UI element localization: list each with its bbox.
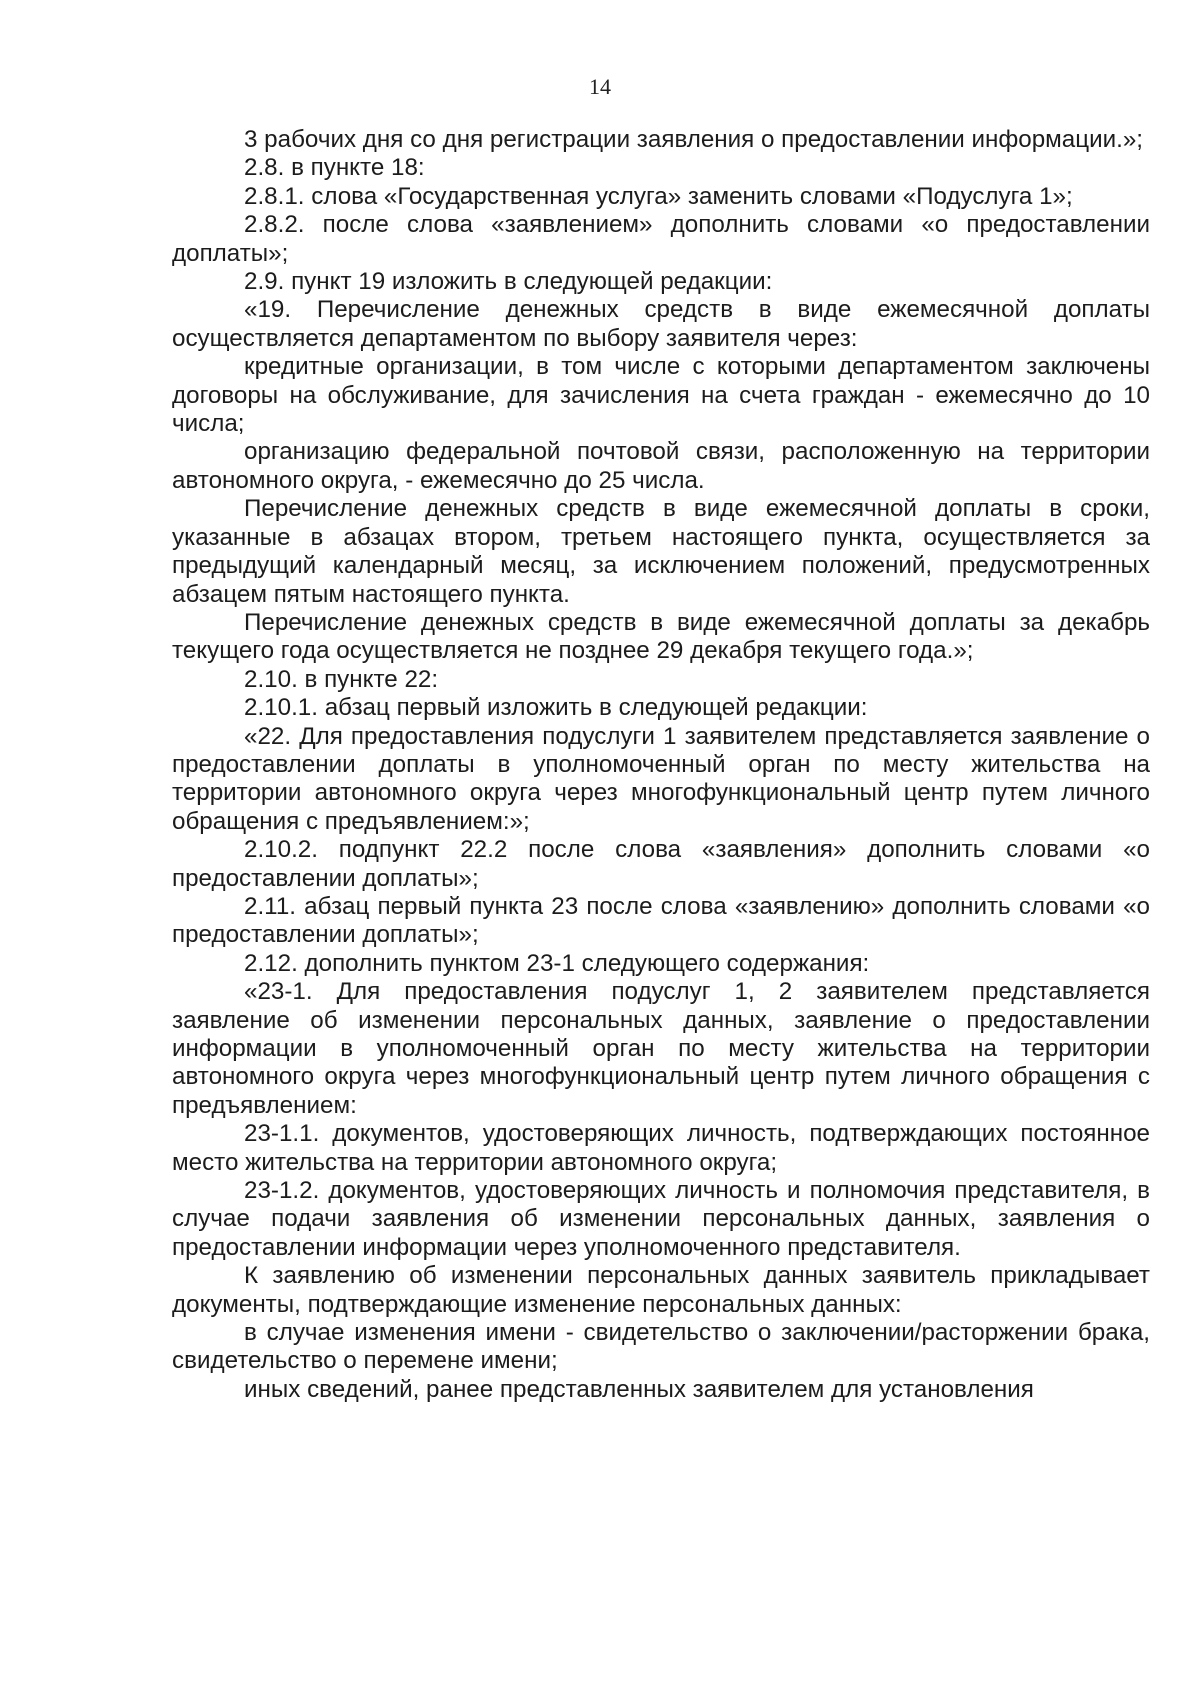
paragraph: 23-1.2. документов, удостоверяющих личность и полномочия представителя, в случае подачи заявления об изменении персональных данных, заявления о предоставлении информации через уполномоченного представителя.	[172, 1177, 1150, 1261]
paragraph: 2.8.2. после слова «заявлением» дополнить словами «о предоставлении доплаты»;	[172, 211, 1150, 267]
paragraph: «23-1. Для предоставления подуслуг 1, 2 заявителем представляется заявление об изменении персональных данных, заявление о предоставлении информации в уполномоченный орган по месту жительства на территории автономного округа через многофункциональный центр путем личного обращения с предъявлением:	[172, 978, 1150, 1119]
paragraph: «19. Перечисление денежных средств в виде ежемесячной доплаты осуществляется департаментом по выбору заявителя через:	[172, 296, 1150, 352]
paragraph: кредитные организации, в том числе с которыми департаментом заключены договоры на обслуживание, для зачисления на счета граждан - ежемесячно до 10 числа;	[172, 353, 1150, 438]
paragraph: 2.10. в пункте 22:	[244, 665, 439, 693]
paragraph: 2.10.1. абзац первый изложить в следующей редакции:	[244, 694, 868, 722]
paragraph: иных сведений, ранее представленных заявителем для установления	[244, 1375, 1034, 1403]
paragraph: в случае изменения имени - свидетельство о заключении/расторжении брака, свидетельство о перемене имени;	[172, 1319, 1150, 1375]
paragraph: 2.11. абзац первый пункта 23 после слова «заявлению» дополнить словами «о предоставлении доплаты»;	[172, 892, 1150, 949]
paragraph: 2.12. дополнить пунктом 23-1 следующего содержания:	[244, 949, 870, 977]
paragraph: К заявлению об изменении персональных данных заявитель прикладывает документы, подтверждающие изменение персональных данных:	[172, 1262, 1150, 1318]
page-number: 14	[589, 74, 611, 99]
document-body	[172, 126, 1150, 1404]
paragraph: 2.8. в пункте 18:	[244, 154, 425, 182]
paragraph: организацию федеральной почтовой связи, расположенную на территории автономного округа, - ежемесячно до 25 числа.	[172, 438, 1150, 494]
paragraph: «22. Для предоставления подуслуги 1 заявителем представляется заявление о предоставлении доплаты в уполномоченный орган по месту жительства на территории автономного округа через многофункциональный центр путем личного обращения с предъявлением:»;	[172, 722, 1150, 835]
paragraph: 2.8.1. слова «Государственная услуга» заменить словами «Подуслуга 1»;	[244, 182, 1073, 210]
paragraph: 2.9. пункт 19 изложить в следующей редакции:	[244, 268, 773, 296]
paragraph: 2.10.2. подпункт 22.2 после слова «заявления» дополнить словами «о предоставлении доплаты»;	[172, 836, 1150, 892]
paragraph: Перечисление денежных средств в виде ежемесячной доплаты в сроки, указанные в абзацах втором, третьем настоящего пункта, осуществляется за предыдущий календарный месяц, за исключением положений, предусмотренных абзацем пятым настоящего пункта.	[172, 495, 1150, 608]
paragraph: Перечисление денежных средств в виде ежемесячной доплаты за декабрь текущего года осуществляется не позднее 29 декабря текущего года.»;	[172, 608, 1150, 665]
paragraph: 23-1.1. документов, удостоверяющих личность, подтверждающих постоянное место жительства на территории автономного округа;	[172, 1120, 1150, 1176]
paragraph: 3 рабочих дня со дня регистрации заявления о предоставлении информации.»;	[244, 126, 1144, 153]
